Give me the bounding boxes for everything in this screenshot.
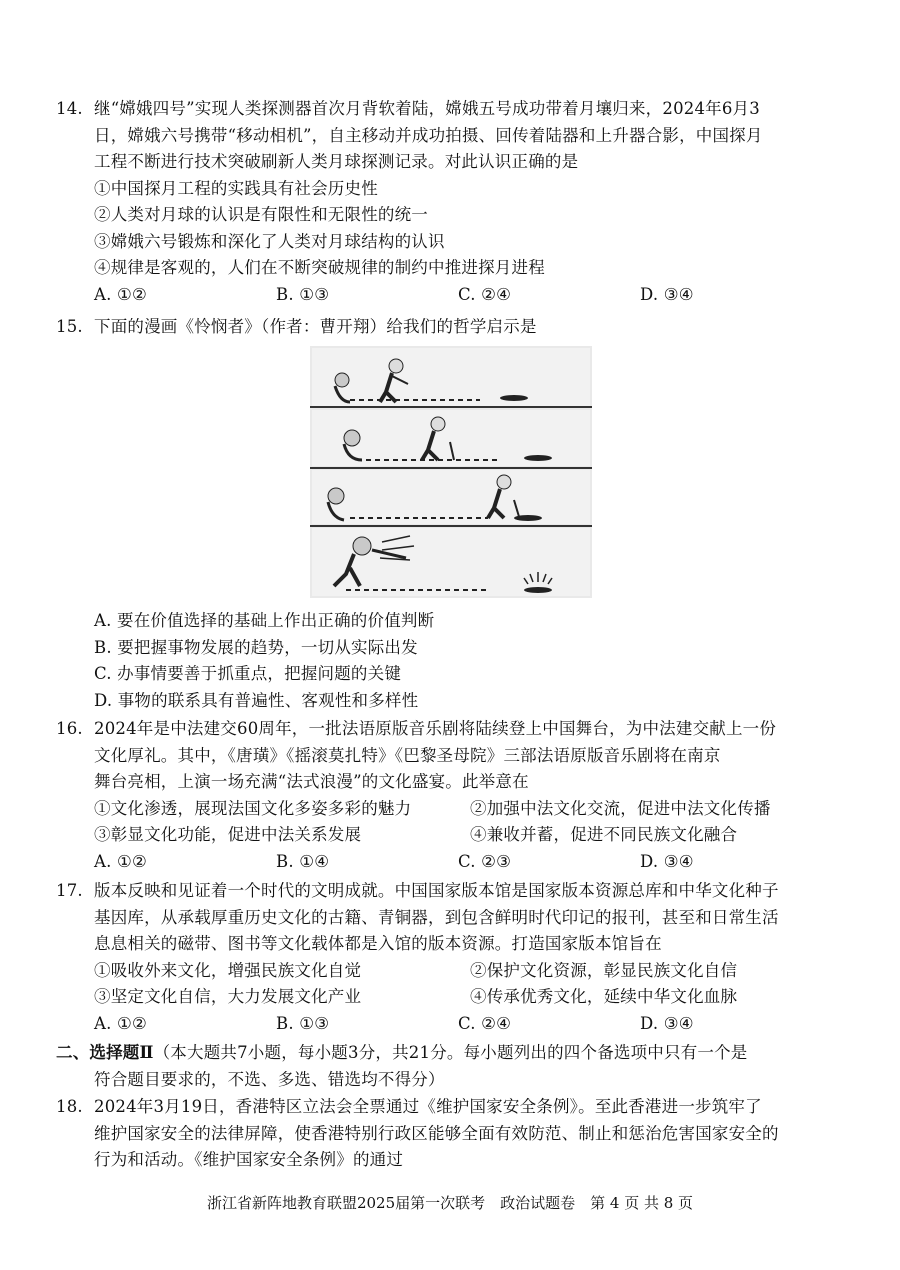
statement-4: ④规律是客观的，人们在不断突破规律的制约中推进探月进程 (94, 258, 545, 277)
question-stem-line: 文化厚礼。其中，《唐璜》《摇滚莫扎特》《巴黎圣母院》三部法语原版音乐剧将在南京 (94, 745, 721, 765)
question-stem-line: 维护国家安全的法律屏障，使香港特别行政区能够全面有效防范、制止和惩治危害国家安全的 (94, 1123, 779, 1143)
cartoon-illustration (310, 346, 592, 598)
question-14 (56, 96, 846, 308)
option-b[interactable]: B. ①③ (276, 1013, 330, 1033)
statement-1: ①中国探月工程的实践具有社会历史性 (94, 178, 378, 198)
statement-row (56, 958, 846, 985)
question-stem-line: 下面的漫画《怜悯者》（作者：曹开翔）给我们的哲学启示是 (94, 317, 537, 336)
statement-row (56, 984, 846, 1011)
cartoon-panel-3 (310, 470, 592, 526)
statement-3: ③嫦娥六号锻炼和深化了人类对月球结构的认识 (94, 231, 445, 251)
question-15-options (56, 608, 846, 714)
statement-3: ③坚定文化自信，大力发展文化产业 (94, 987, 362, 1006)
statement-1: ①吸收外来文化，增强民族文化自觉 (94, 960, 362, 980)
question-number: 15. (56, 317, 83, 336)
option-d[interactable]: D. ③④ (640, 851, 694, 871)
option-c[interactable]: C. ②④ (458, 284, 512, 304)
option-a[interactable]: A. ①② (94, 851, 147, 871)
cartoon-panel-4 (312, 528, 590, 596)
question-15 (56, 314, 846, 341)
question-number: 14. (56, 99, 83, 118)
option-c[interactable]: C. ②④ (458, 1013, 512, 1033)
question-16 (56, 716, 846, 875)
question-stem-line: 舞台亮相，上演一场充满“法式浪漫”的文化盛宴。此举意在 (94, 772, 529, 791)
statement-1: ①文化渗透，展现法国文化多姿多彩的魅力 (94, 798, 412, 818)
statement-4: ④传承优秀文化，延续中华文化血脉 (470, 987, 738, 1006)
option-c[interactable]: C. 办事情要善于抓重点，把握问题的关键 (94, 664, 402, 683)
statement-2: ②加强中法文化交流，促进中法文化传播 (470, 798, 771, 818)
option-c[interactable]: C. ②③ (458, 851, 512, 871)
question-stem-line: 版本反映和见证着一个时代的文明成就。中国国家版本馆是国家版本资源总库和中华文化种子 (94, 881, 779, 900)
section-instructions: 符合题目要求的，不选、多选、错选均不得分） (94, 1069, 445, 1089)
answer-options (56, 1011, 846, 1038)
answer-options (56, 849, 846, 876)
question-stem-line: 工程不断进行技术突破刷新人类月球探测记录。对此认识正确的是 (94, 152, 579, 171)
statement-2: ②人类对月球的认识是有限性和无限性的统一 (94, 205, 428, 224)
statement-row (56, 822, 846, 849)
section-2-heading (56, 1040, 846, 1093)
question-stem-line: 基因库，从承载厚重历史文化的古籍、青铜器，到包含鲜明时代印记的报刊，甚至和日常生活 (94, 907, 779, 927)
cartoon-panel-2 (310, 410, 592, 468)
option-a[interactable]: A. ①② (94, 1013, 147, 1033)
option-a[interactable]: A. 要在价值选择的基础上作出正确的价值判断 (94, 611, 435, 630)
statement-3: ③彰显文化功能，促进中法关系发展 (94, 825, 362, 844)
option-b[interactable]: B. 要把握事物发展的趋势，一切从实际出发 (94, 637, 418, 657)
cartoon-panel-1 (310, 348, 592, 407)
option-b[interactable]: B. ①④ (276, 851, 330, 871)
question-number: 17. (56, 881, 83, 900)
question-18 (56, 1094, 846, 1174)
option-d[interactable]: D. ③④ (640, 1013, 694, 1033)
statement-row (56, 796, 846, 823)
question-number: 18. (56, 1097, 83, 1116)
question-number: 16. (56, 719, 83, 738)
option-d[interactable]: D. ③④ (640, 284, 694, 304)
question-stem-line: 2024年3月19日，香港特区立法会全票通过《维护国家安全条例》。至此香港进一步筑牢了 (94, 1097, 762, 1116)
section-instructions: （本大题共7小题，每小题3分，共21分。每小题列出的四个备选项中只有一个是 (153, 1043, 748, 1062)
question-stem-line: 行为和活动。《维护国家安全条例》的通过 (94, 1150, 404, 1169)
option-d[interactable]: D. 事物的联系具有普遍性、客观性和多样性 (94, 690, 419, 710)
question-stem-line: 日，嫦娥六号携带“移动相机”，自主移动并成功拍摄、回传着陆器和上升器合影，中国探月 (94, 125, 763, 145)
answer-options (56, 282, 846, 309)
section-title: 二、选择题Ⅱ (56, 1043, 154, 1062)
option-b[interactable]: B. ①③ (276, 284, 330, 304)
question-17 (56, 878, 846, 1037)
question-stem-line: 2024年是中法建交60周年，一批法语原版音乐剧将陆续登上中国舞台，为中法建交献上一份 (94, 719, 777, 738)
question-stem-line: 继“嫦娥四号”实现人类探测器首次月背软着陆，嫦娥五号成功带着月壤归来，2024年6月3 (94, 99, 760, 118)
statement-4: ④兼收并蓄，促进不同民族文化融合 (470, 825, 738, 844)
option-a[interactable]: A. ①② (94, 284, 147, 304)
question-stem-line: 息息相关的磁带、图书等文化载体都是入馆的版本资源。打造国家版本馆旨在 (94, 934, 662, 953)
statement-2: ②保护文化资源，彰显民族文化自信 (470, 960, 738, 980)
page-footer: 浙江省新阵地教育联盟2025届第一次联考 政治试题卷 第 4 页 共 8 页 (206, 1194, 694, 1212)
